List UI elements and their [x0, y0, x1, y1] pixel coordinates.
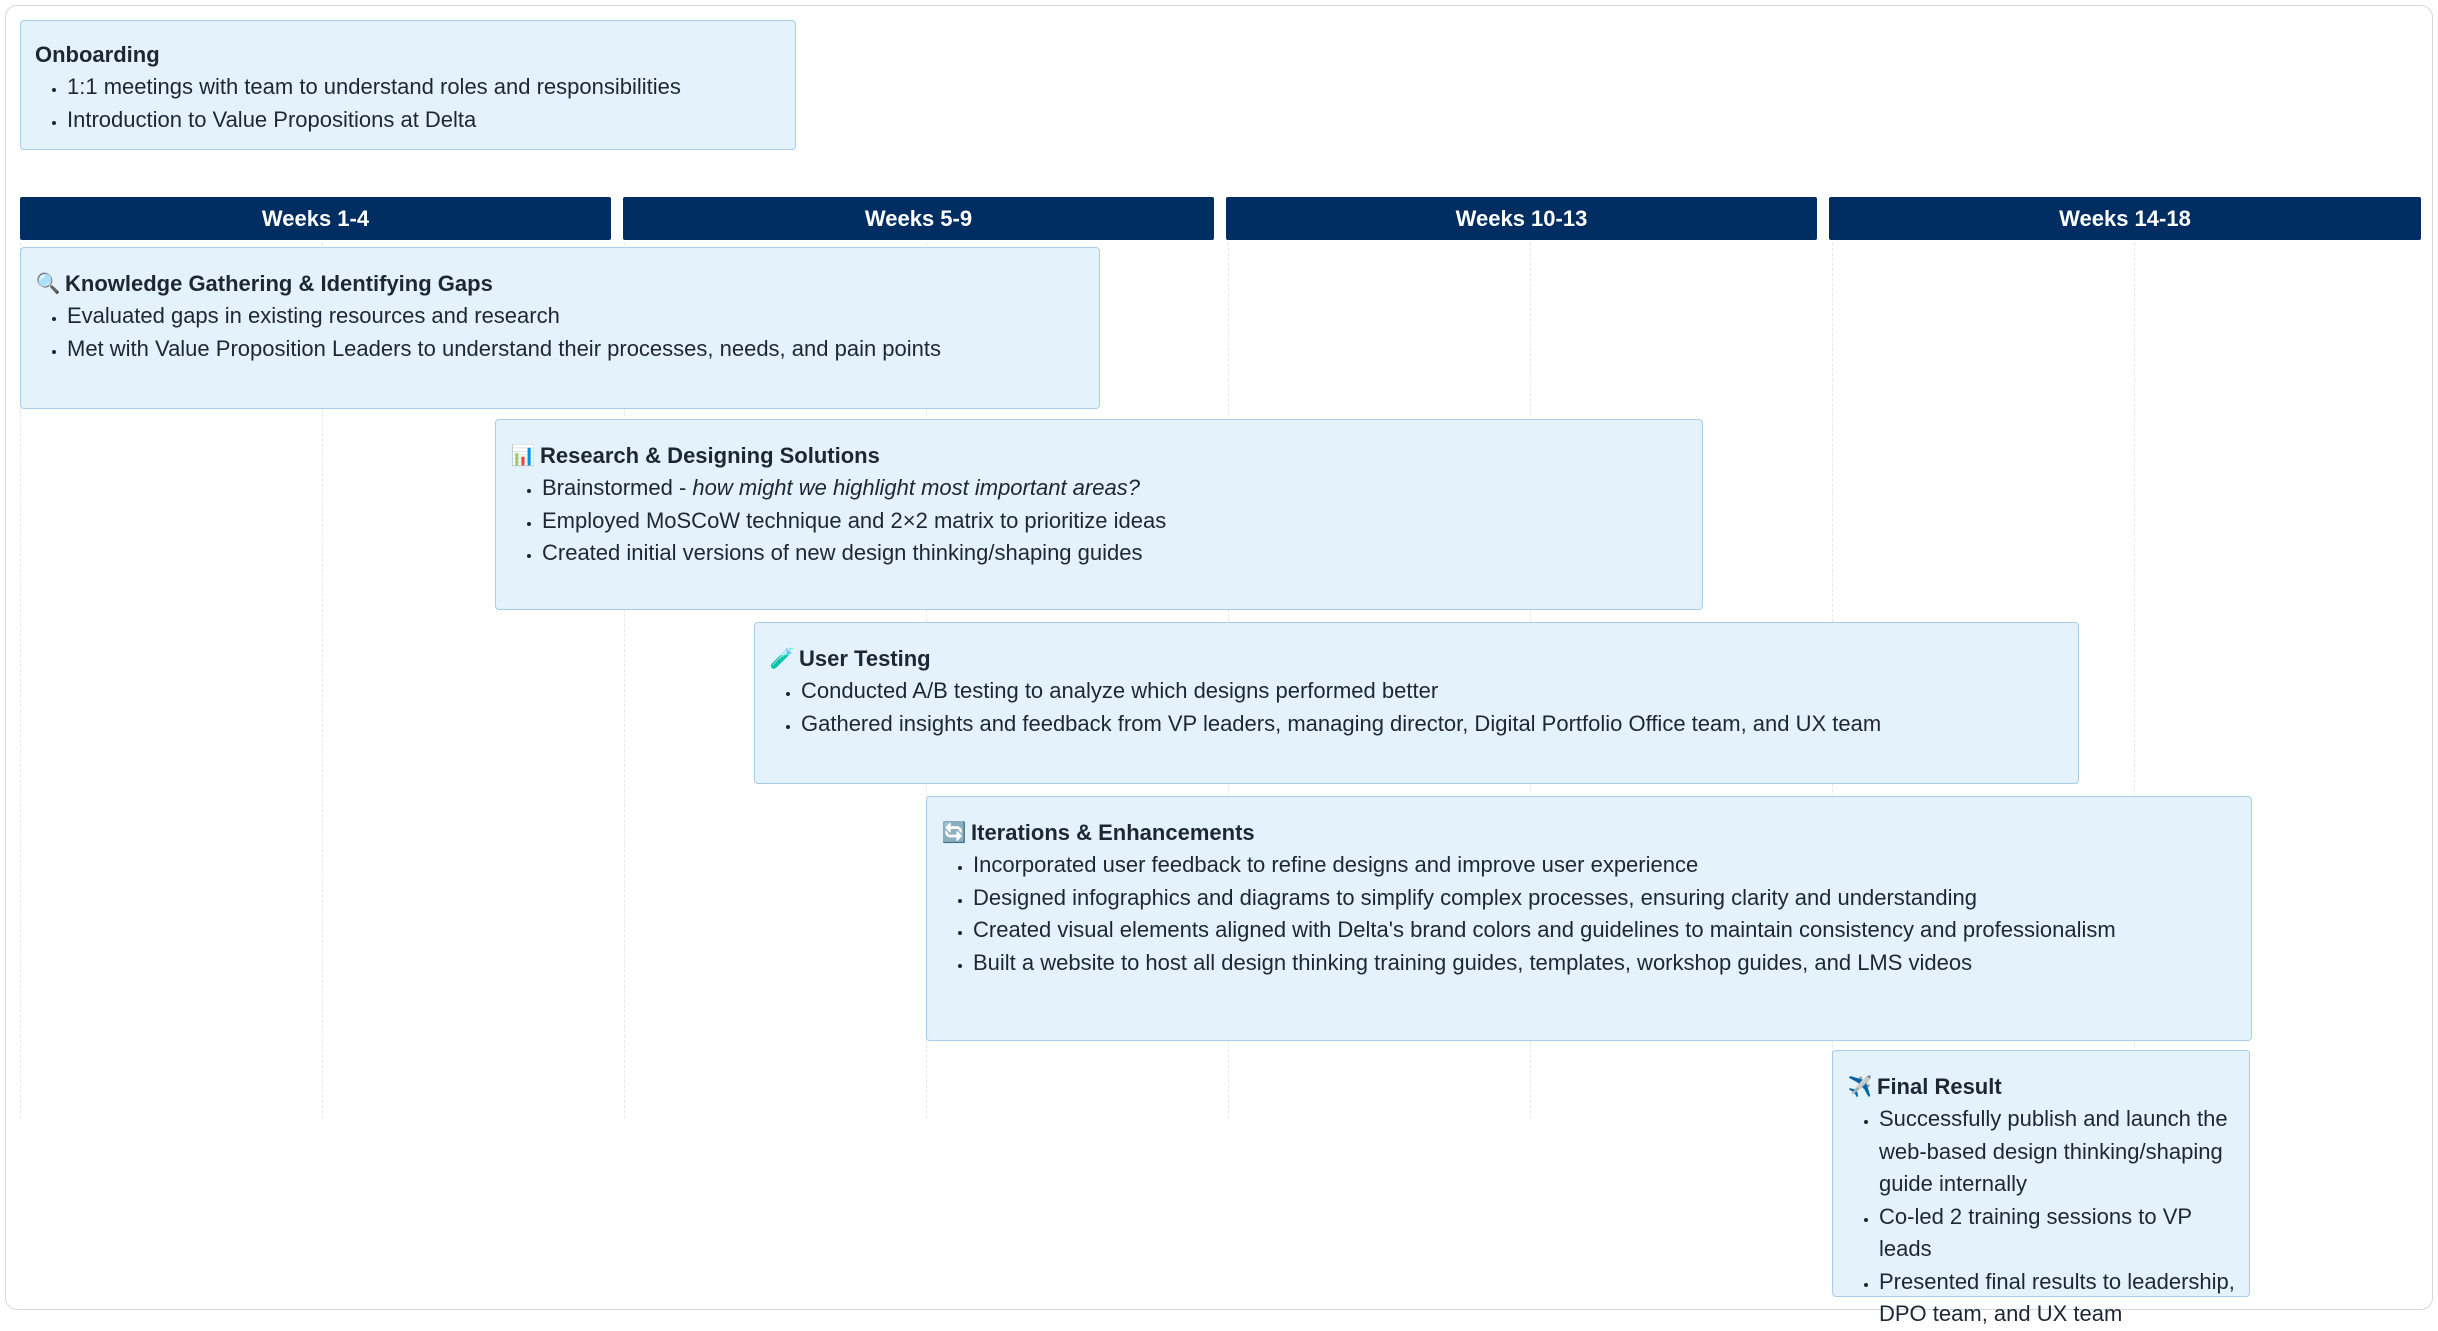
card-title-text: Final Result	[1877, 1074, 2002, 1099]
list-item: • Created initial versions of new design thinking/shaping guides	[542, 537, 1688, 570]
iterations-card[interactable]	[926, 796, 2252, 1041]
card-title-text: Research & Designing Solutions	[540, 443, 880, 468]
list-item: • Created visual elements aligned with Delta's brand colors and guidelines to maintain consistency and professionalism	[973, 914, 2237, 947]
onboarding-list	[35, 71, 781, 136]
card-title	[35, 268, 1085, 300]
onboarding-title: Onboarding	[35, 42, 160, 67]
card-title-text: Iterations & Enhancements	[971, 820, 1255, 845]
list-item: • Incorporated user feedback to refine designs and improve user experience	[973, 849, 2237, 882]
list-item: • Gathered insights and feedback from VP leaders, managing director, Digital Portfolio Office team, and UX team	[801, 708, 2064, 741]
timeline-canvas	[5, 5, 2433, 1326]
card-title	[510, 440, 1688, 472]
list-item: • Presented final results to leadership, DPO team, and UX team	[1879, 1266, 2235, 1331]
card-title	[941, 817, 2237, 849]
list-item: • Co-led 2 training sessions to VP leads	[1879, 1201, 2235, 1266]
user-testing-card[interactable]	[754, 622, 2079, 784]
list-item: • Conducted A/B testing to analyze which designs performed better	[801, 675, 2064, 708]
list-item: • Met with Value Proposition Leaders to understand their processes, needs, and pain points	[67, 333, 1085, 366]
card-title-text: Knowledge Gathering & Identifying Gaps	[65, 271, 493, 296]
card-list	[35, 300, 1085, 365]
list-item-emphasis: how might we highlight most important areas?	[692, 475, 1140, 500]
bar-chart-icon: 📊	[510, 445, 536, 467]
list-item: • Built a website to host all design thinking training guides, templates, workshop guides, and LMS videos	[973, 947, 2237, 980]
phase-header-weeks-14-18[interactable]: Weeks 14-18	[1829, 197, 2421, 240]
phase-header-weeks-1-4[interactable]: Weeks 1-4	[20, 197, 611, 240]
phase-header-weeks-10-13[interactable]: Weeks 10-13	[1226, 197, 1817, 240]
card-list	[769, 675, 2064, 740]
phase-header-weeks-5-9[interactable]: Weeks 5-9	[623, 197, 1214, 240]
card-title-text: User Testing	[799, 646, 931, 671]
list-item	[542, 472, 1688, 505]
knowledge-gathering-card[interactable]	[20, 247, 1100, 409]
list-item: • Designed infographics and diagrams to simplify complex processes, ensuring clarity and understanding	[973, 882, 2237, 915]
card-title	[1847, 1071, 2235, 1103]
list-item: • Introduction to Value Propositions at Delta	[67, 104, 781, 137]
list-item: • 1:1 meetings with team to understand roles and responsibilities	[67, 71, 781, 104]
final-result-card[interactable]	[1832, 1050, 2250, 1326]
list-item: • Successfully publish and launch the web-based design thinking/shaping guide internally	[1879, 1103, 2235, 1201]
list-item: • Employed MoSCoW technique and 2×2 matrix to prioritize ideas	[542, 505, 1688, 538]
onboarding-card[interactable]	[20, 20, 796, 150]
card-title	[769, 643, 2064, 675]
list-item: • Evaluated gaps in existing resources and research	[67, 300, 1085, 333]
magnifier-icon: 🔍	[35, 273, 61, 295]
card-list	[510, 472, 1688, 570]
card-list	[941, 849, 2237, 979]
list-item-text: Brainstormed -	[542, 475, 693, 500]
card-list	[1847, 1103, 2235, 1331]
test-tube-icon: 🧪	[769, 648, 795, 670]
airplane-icon: ✈️	[1847, 1076, 1873, 1098]
refresh-icon: 🔄	[941, 822, 967, 844]
research-card[interactable]	[495, 419, 1703, 610]
